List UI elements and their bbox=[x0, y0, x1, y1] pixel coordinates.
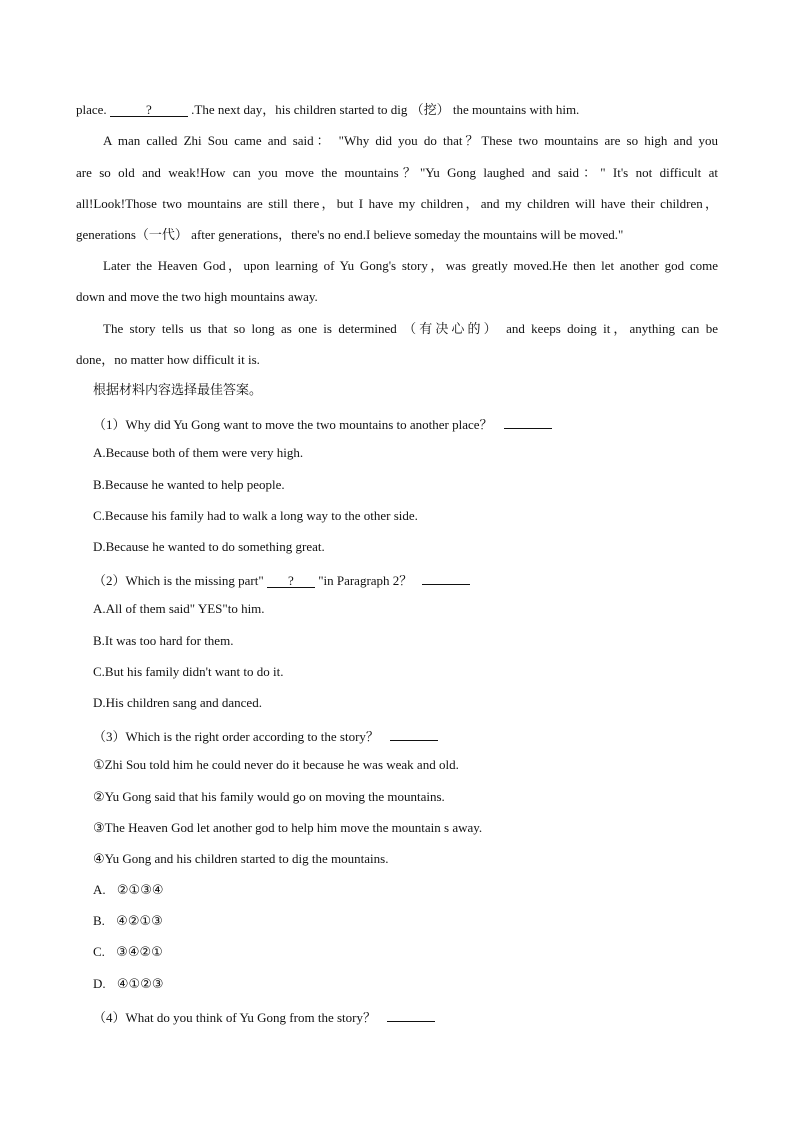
passage-line-1 bbox=[76, 102, 579, 118]
option-text: ②①③④ bbox=[116, 883, 164, 898]
event-1: ①Zhi Sou told him he could never do it because he was weak and old. bbox=[93, 757, 459, 772]
question-2-stem bbox=[93, 570, 470, 589]
question-1-option-a[interactable]: A.Because both of them were very high. bbox=[93, 445, 304, 460]
option-text: ③④②① bbox=[116, 945, 163, 960]
question-text: （4）What do you think of Yu Gong from the story？ bbox=[93, 1010, 376, 1025]
question-1-stem bbox=[93, 414, 552, 433]
option-text: ④①②③ bbox=[116, 977, 164, 992]
question-2-option-c[interactable]: C.But his family didn't want to do it. bbox=[93, 664, 284, 679]
question-text: （1）Why did Yu Gong want to move the two mountains to another place？ bbox=[93, 417, 493, 432]
option-letter: A. bbox=[93, 882, 106, 897]
passage-paragraph-2-line-4: generations（一代） after generations，there's no end.I believe someday the mountains will be moved." bbox=[76, 227, 624, 242]
option-letter: D. bbox=[93, 976, 106, 991]
instruction: 根据材料内容选择最佳答案。 bbox=[93, 383, 263, 398]
question-text: （2）Which is the missing part" bbox=[93, 573, 267, 588]
question-4-stem bbox=[93, 1007, 435, 1026]
option-letter: B. bbox=[93, 913, 105, 928]
passage-paragraph-2-line-2: are so old and weak!How can you move the mountains？"Yu Gong laughed and said：" It's not difficult at bbox=[76, 165, 718, 180]
passage-paragraph-3-line-2: down and move the two high mountains away. bbox=[76, 289, 318, 304]
question-3-option-a[interactable] bbox=[93, 882, 164, 899]
missing-part-blank: ? bbox=[267, 573, 315, 588]
question-text: （3）Which is the right order according to the story？ bbox=[93, 729, 379, 744]
event-2: ②Yu Gong said that his family would go on moving the mountains. bbox=[93, 789, 445, 804]
answer-blank[interactable]: ? bbox=[110, 102, 188, 117]
question-2-option-a[interactable]: A.All of them said" YES"to him. bbox=[93, 601, 265, 616]
answer-blank-4[interactable] bbox=[387, 1007, 435, 1022]
question-3-option-c[interactable] bbox=[93, 944, 163, 961]
answer-blank-1[interactable] bbox=[504, 414, 552, 429]
option-text: ④②①③ bbox=[116, 914, 163, 929]
question-3-option-b[interactable] bbox=[93, 913, 163, 930]
question-text: "in Paragraph 2？ bbox=[318, 573, 413, 588]
question-2-option-d[interactable]: D.His children sang and danced. bbox=[93, 695, 262, 710]
question-1-option-c[interactable]: C.Because his family had to walk a long way to the other side. bbox=[93, 508, 418, 523]
answer-blank-2[interactable] bbox=[422, 570, 470, 585]
question-3-option-d[interactable] bbox=[93, 976, 164, 993]
passage-paragraph-3-line-1: Later the Heaven God，upon learning of Yu Gong's story，was greatly moved.He then let another god come bbox=[103, 258, 718, 273]
answer-blank-3[interactable] bbox=[390, 726, 438, 741]
event-4: ④Yu Gong and his children started to dig the mountains. bbox=[93, 851, 389, 866]
question-1-option-d[interactable]: D.Because he wanted to do something great. bbox=[93, 539, 325, 554]
question-1-option-b[interactable]: B.Because he wanted to help people. bbox=[93, 477, 285, 492]
passage-text: place. bbox=[76, 102, 110, 117]
passage-paragraph-4-line-2: done，no matter how difficult it is. bbox=[76, 352, 260, 367]
passage-paragraph-4-line-1: The story tells us that so long as one is determined （有决心的） and keeps doing it，anything can be bbox=[103, 321, 718, 336]
event-3: ③The Heaven God let another god to help him move the mountain s away. bbox=[93, 820, 483, 835]
option-letter: C. bbox=[93, 944, 105, 959]
passage-text: .The next day，his children started to dig （挖） the mountains with him. bbox=[191, 102, 580, 117]
passage-paragraph-2-line-3: all!Look!Those two mountains are still there，but I have my children，and my children will have their children， bbox=[76, 196, 718, 211]
question-3-stem bbox=[93, 726, 438, 745]
question-2-option-b[interactable]: B.It was too hard for them. bbox=[93, 633, 234, 648]
passage-paragraph-2-line-1: A man called Zhi Sou came and said： "Why did you do that？These two mountains are so high and you bbox=[103, 133, 718, 148]
